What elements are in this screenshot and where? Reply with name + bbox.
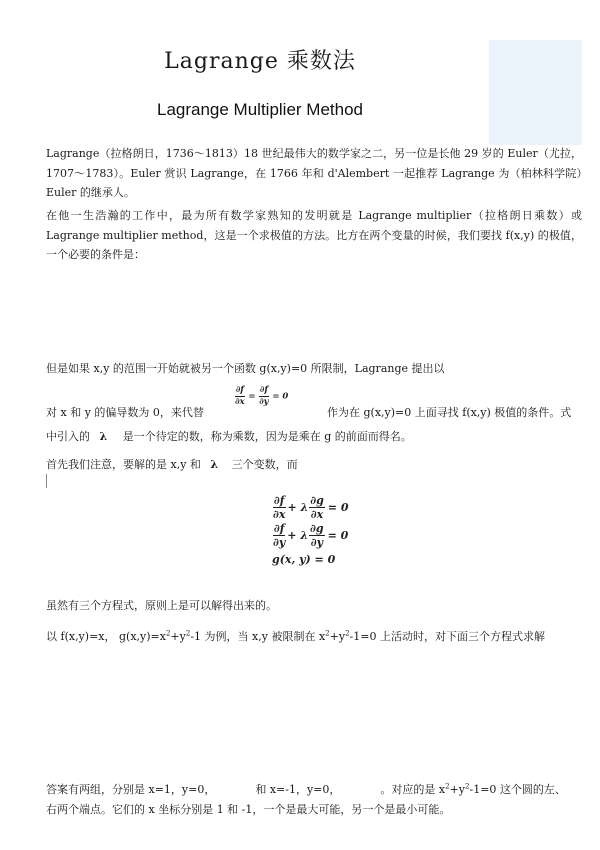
intro-paragraph: Lagrange（拉格朗日，1736～1813）18 世纪最伟大的数学家之二，另一位是长他 29 岁的 Euler（尤拉，1707～1783）。Euler 赏识 Lagrange，在 1766 年和 d'Alembert 一起推荐 Lagrange 为（柏林科学院）Euler 的继承人。 bbox=[46, 147, 582, 199]
method-paragraph: 在他一生浩瀚的工作中，最为所有数学家熟知的发明就是 Lagrange multiplier（拉格朗日乘数）或 Lagrange multiplier method，这是一个求极值的方法。比方在两个变量的时候，我们要找 f(x,y) 的极值，一个必要的条件是： bbox=[46, 209, 582, 261]
equation-3: g(x, y) = 0 bbox=[272, 553, 336, 566]
equation-system bbox=[272, 493, 348, 571]
lambda-symbol-2: λ bbox=[210, 458, 219, 471]
partial-line-b: 作为在 g(x,y)=0 上面寻找 f(x,y) 极值的条件。式 bbox=[327, 406, 572, 419]
three-equations-line: 虽然有三个方程式，原则上是可以解得出来的。 bbox=[46, 599, 277, 612]
inline-df-dx: $\frac{\partial f}{\partial x}$ bbox=[235, 385, 245, 407]
text-cursor bbox=[46, 474, 47, 488]
example-line: 以 f(x,y)=x， $g(x,y)=x^2+y^2-1$ 为例，当 x,y 被限制在 $x^2+y^2-1=0$ 上活动时，对下面三个方程式求解 bbox=[46, 629, 545, 643]
equation-1: $\frac{\partial f}{\partial x}$ + λ $\frac{\partial g}{\partial x}$ = 0 bbox=[273, 493, 349, 521]
multiplier-line: 中引入的 λ 是一个待定的数，称为乘数，因为是乘在 g 的前面而得名。 bbox=[46, 430, 412, 443]
lambda-symbol: λ bbox=[99, 430, 108, 443]
variables-line: 首先我们注意，要解的是 x,y 和 λ 三个变数，而 bbox=[46, 458, 298, 471]
partial-line-a: 对 x 和 y 的偏导数为 0，来代替 bbox=[46, 406, 204, 419]
answer-line: 答案有两组，分别是 x=1，y=0， 和 x=-1，y=0， 。对应的是 $x^2+y^2-1=0$ 这个圆的左、 bbox=[46, 782, 566, 796]
inline-df-dy: $\frac{\partial f}{\partial y}$ bbox=[259, 385, 269, 407]
constraint-line: 但是如果 x,y 的范围一开始就被另一个函数 g(x,y)=0 所限制，Lagrange 提出以 bbox=[46, 362, 445, 375]
equation-2: $\frac{\partial f}{\partial y}$ + λ $\frac{\partial g}{\partial y}$ = 0 bbox=[273, 521, 349, 549]
inline-partial-equation: $\frac{\partial f}{\partial x}$ = $\frac{\partial f}{\partial y}$ = 0 bbox=[235, 385, 289, 407]
page-subtitle: Lagrange Multiplier Method bbox=[156, 100, 363, 119]
page-title: Lagrange 乘数法 bbox=[164, 49, 356, 74]
endpoints-line: 右两个端点。它们的 x 坐标分别是 1 和 -1，一个是最大可能，另一个是最小可能。 bbox=[46, 803, 451, 816]
